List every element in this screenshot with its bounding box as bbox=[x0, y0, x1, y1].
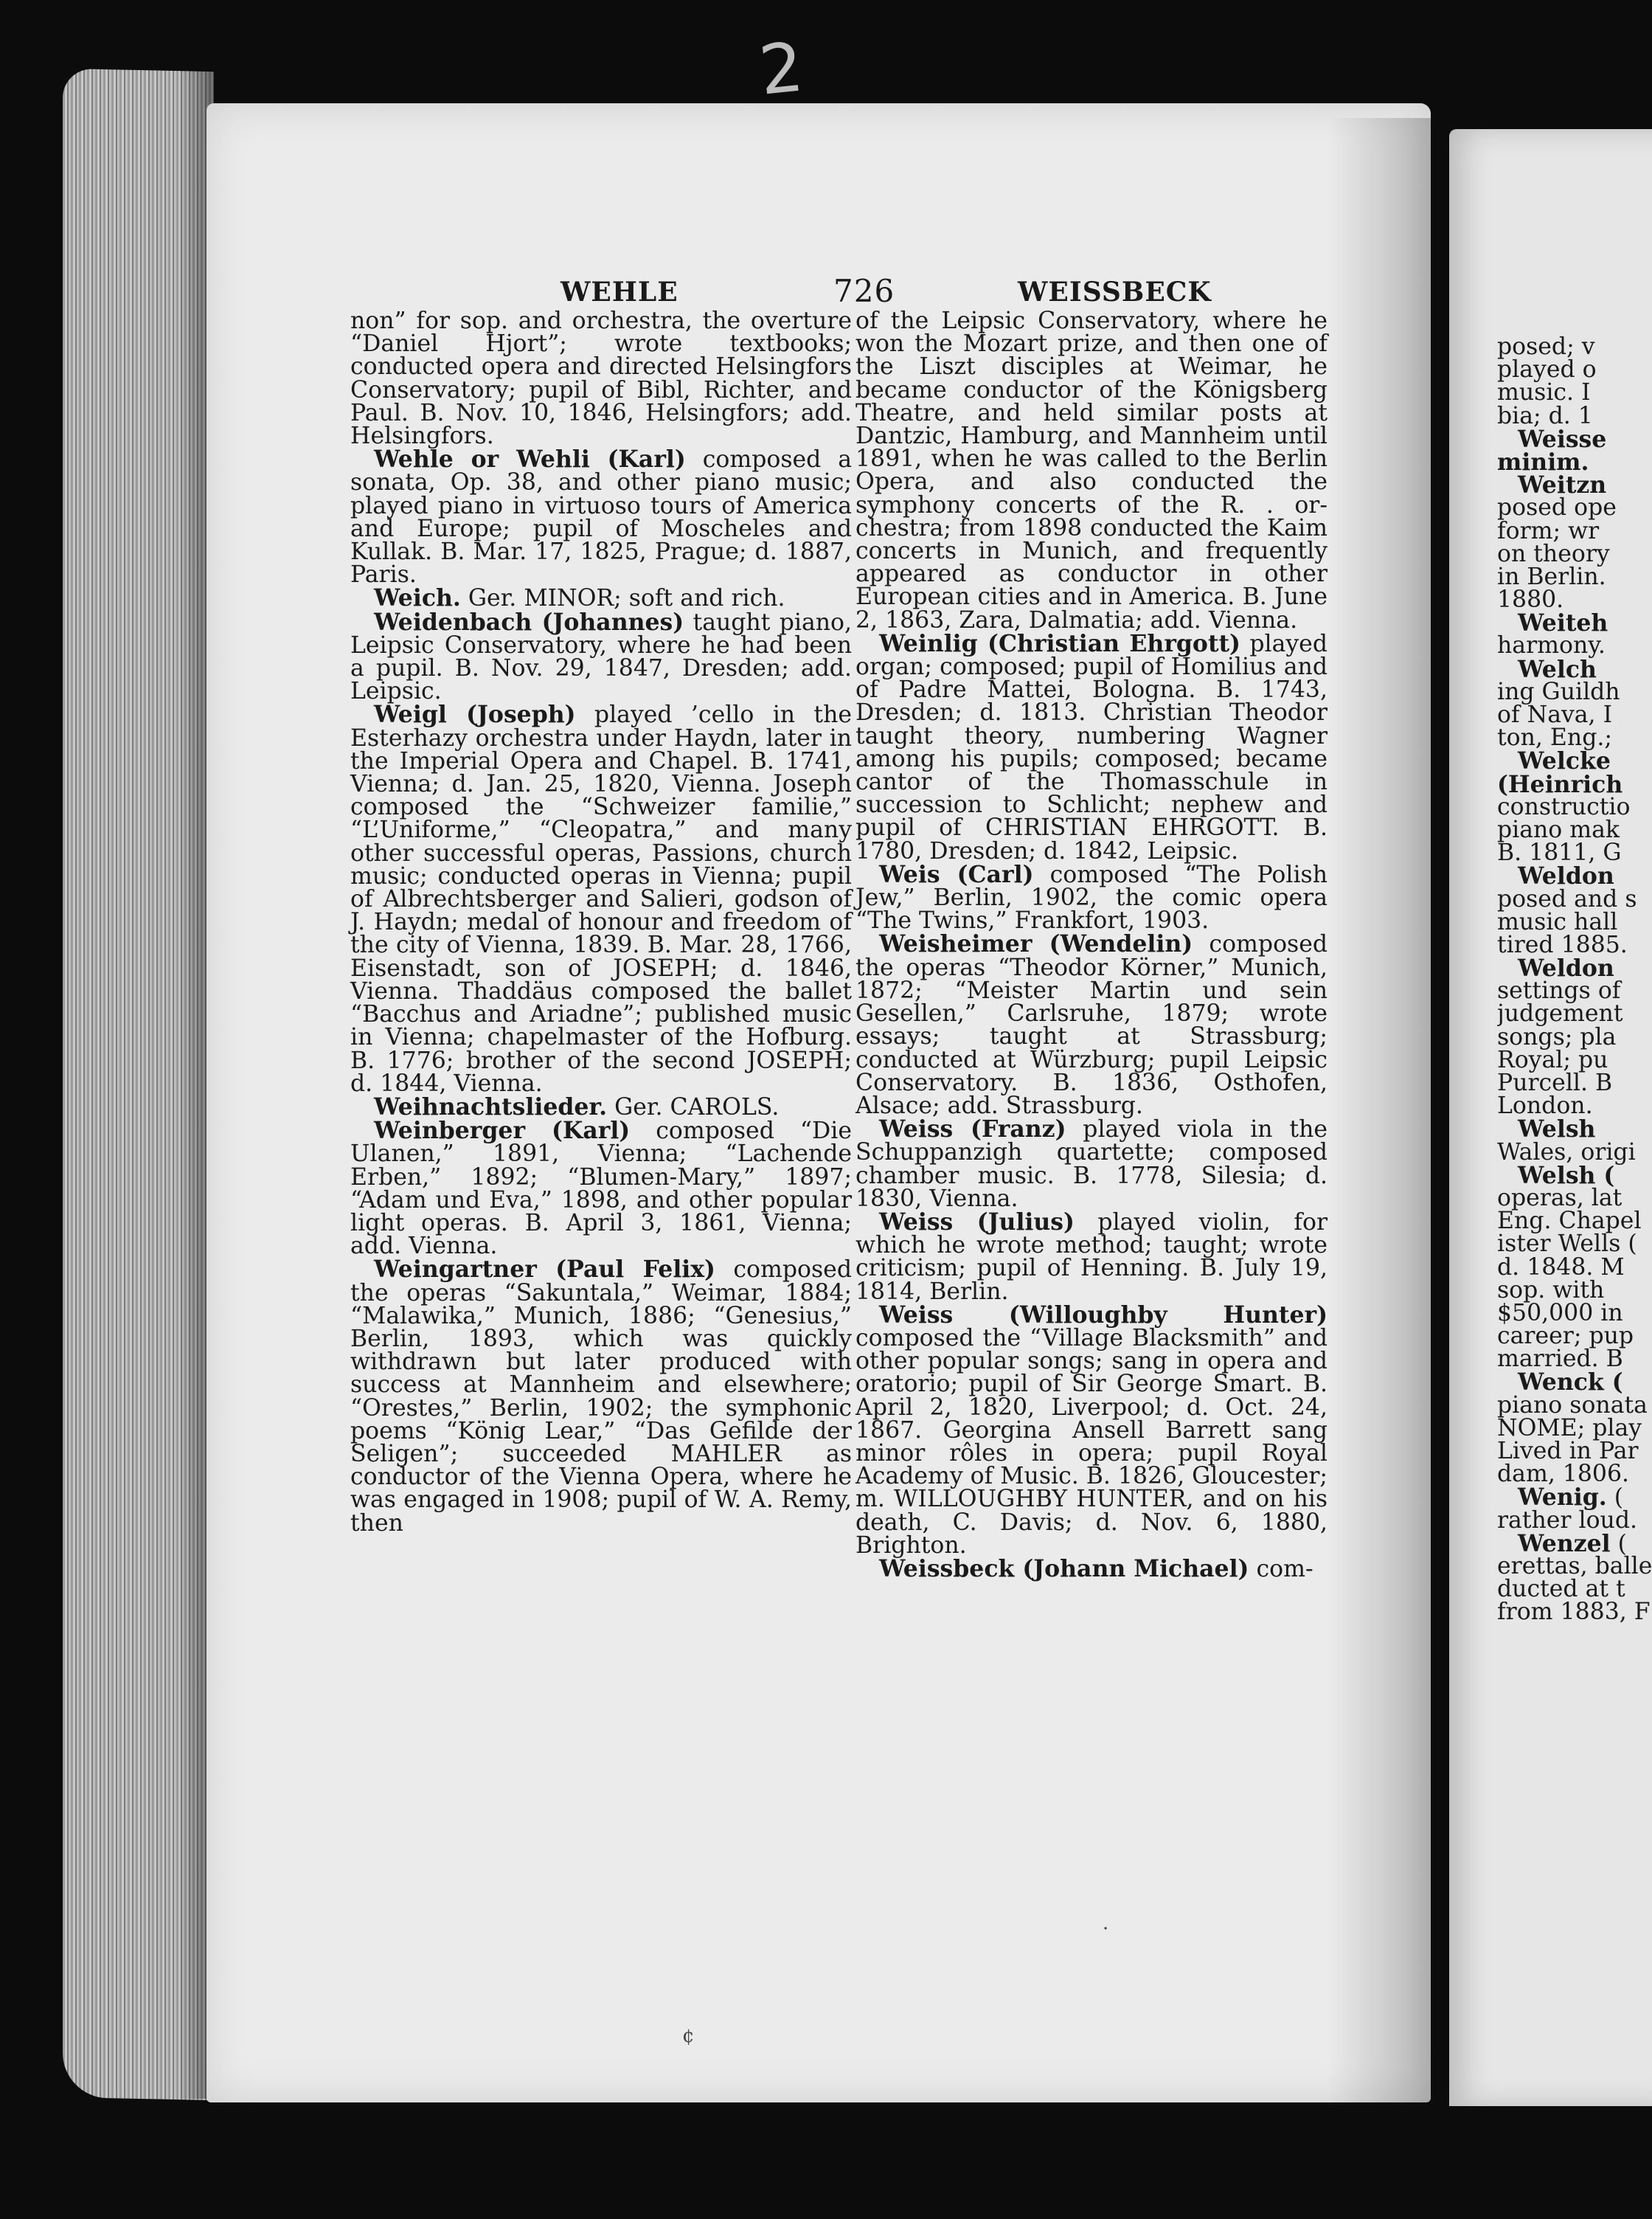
adjacent-text: posed ope bbox=[1497, 494, 1617, 522]
dictionary-entry bbox=[350, 703, 852, 1095]
adjacent-text: NOME; play bbox=[1497, 1414, 1642, 1441]
handwritten-number: 2 bbox=[755, 27, 807, 111]
adjacent-text: from 1883, F bbox=[1497, 1599, 1651, 1624]
entry-text: played organ; composed; pupil of Homilius and of Padre Mattei, Bologna. B. 1743, Dresden; d. 1813. Christian Theodor taught theory, numbering Wagner among his pupils; composed; became cantor of the Thomasschule in succession to Schlicht; nephew and pupil of CHRISTIAN EHRGOTT. B. 1780, Dresden; d. 1842, Leipsic. bbox=[856, 630, 1328, 865]
adjacent-text: 1880. bbox=[1497, 586, 1564, 614]
adjacent-headword: Welcke bbox=[1518, 747, 1611, 775]
adjacent-text: music hall bbox=[1497, 908, 1618, 935]
dictionary-entry bbox=[856, 1301, 1328, 1559]
entry-headword: Weiss (Julius) bbox=[879, 1208, 1075, 1236]
adjacent-line bbox=[1497, 1529, 1652, 1557]
adjacent-line bbox=[1497, 655, 1652, 683]
adjacent-page-column bbox=[1497, 336, 1652, 1624]
entry-text: composed the operas “Sakuntala,” Weimar, 1884; “Malawika,” Munich, 1886; “Genesius,” Berlin, 1893, which was quickly withdrawn but later produced with success at Mannheim and elsewhere; “Orestes,” Berlin, 1902; the symphonic poems “König Lear,” “Das Gefilde der Seligen”; succeeded MAHLER as conductor of the Vienna Opera, where he was engaged in 1908; pupil of W. A. Remy, then bbox=[350, 1256, 852, 1537]
entry-headword: Weiss (Willoughby Hunter) bbox=[879, 1301, 1328, 1329]
dictionary-entry bbox=[856, 860, 1328, 935]
adjacent-headword: Weldon bbox=[1518, 862, 1614, 890]
adjacent-line bbox=[1497, 336, 1652, 359]
adjacent-text: played o bbox=[1497, 356, 1597, 384]
adjacent-text: ister Wells ( bbox=[1497, 1230, 1637, 1258]
entry-headword: Weich. bbox=[374, 584, 461, 612]
adjacent-text: of Nava, I bbox=[1497, 702, 1613, 728]
adjacent-text: erettas, balle bbox=[1497, 1552, 1652, 1579]
adjacent-line bbox=[1497, 816, 1652, 843]
adjacent-line bbox=[1497, 1414, 1652, 1441]
dictionary-entry bbox=[350, 1119, 852, 1258]
adjacent-line bbox=[1497, 1138, 1652, 1166]
adjacent-line bbox=[1497, 1161, 1652, 1189]
adjacent-text: B. 1811, G bbox=[1497, 840, 1622, 867]
running-head-right: WEISSBECK bbox=[1018, 277, 1212, 308]
adjacent-text: career; pup bbox=[1497, 1323, 1634, 1350]
adjacent-text: married. B bbox=[1497, 1346, 1623, 1373]
dictionary-entry bbox=[350, 608, 852, 705]
adjacent-headword: Wenig. bbox=[1518, 1484, 1607, 1512]
adjacent-text: harmony. bbox=[1497, 632, 1606, 660]
adjacent-text: posed and s bbox=[1497, 885, 1637, 913]
adjacent-line bbox=[1497, 1000, 1652, 1028]
dictionary-entry bbox=[350, 446, 852, 589]
adjacent-line bbox=[1497, 885, 1652, 913]
adjacent-text: operas, lat bbox=[1497, 1184, 1622, 1211]
entry-text: played violin, for which he wrote method; taught; wrote criticism; pupil of Henning. B. July 19, 1814, Berlin. bbox=[856, 1208, 1328, 1305]
adjacent-text: constructio bbox=[1497, 793, 1631, 820]
adjacent-line bbox=[1497, 1440, 1652, 1463]
entry-text: played viola in the Schuppanzigh quartette; composed chamber music. B. 1778, Silesia; d. 1830, Vienna. bbox=[856, 1116, 1328, 1212]
adjacent-text: judgement bbox=[1497, 1000, 1623, 1028]
adjacent-text: bia; d. 1 bbox=[1497, 402, 1593, 429]
adjacent-text: ( bbox=[1606, 1484, 1624, 1512]
adjacent-headword: Weitzn bbox=[1518, 471, 1607, 499]
adjacent-line bbox=[1497, 1484, 1652, 1512]
adjacent-text: Royal; pu bbox=[1497, 1046, 1608, 1073]
adjacent-line bbox=[1497, 1578, 1652, 1601]
adjacent-line bbox=[1497, 540, 1652, 567]
adjacent-headword: Wenzel bbox=[1518, 1529, 1611, 1557]
adjacent-line bbox=[1497, 1023, 1652, 1050]
adjacent-text: ton, Eng.; bbox=[1497, 724, 1613, 752]
adjacent-text: $50,000 in bbox=[1497, 1299, 1623, 1326]
entry-headword: Weinlig (Christian Ehrgott) bbox=[879, 629, 1240, 657]
adjacent-text: posed; v bbox=[1497, 336, 1595, 360]
dictionary-entry bbox=[856, 932, 1328, 1118]
adjacent-text: in Berlin. bbox=[1497, 563, 1606, 590]
dictionary-entry bbox=[350, 586, 852, 610]
adjacent-line bbox=[1497, 1601, 1652, 1624]
adjacent-line bbox=[1497, 448, 1652, 476]
adjacent-line bbox=[1497, 747, 1652, 775]
adjacent-line bbox=[1497, 1299, 1652, 1326]
entry-headword: Weinberger (Karl) bbox=[374, 1117, 631, 1145]
adjacent-line bbox=[1497, 1253, 1652, 1281]
adjacent-headword: Wenck ( bbox=[1518, 1368, 1623, 1396]
adjacent-line bbox=[1497, 609, 1652, 637]
page-number: 726 bbox=[833, 273, 895, 309]
adjacent-line bbox=[1497, 425, 1652, 453]
adjacent-line bbox=[1497, 586, 1652, 614]
dictionary-entry bbox=[856, 1208, 1328, 1305]
adjacent-line bbox=[1497, 402, 1652, 429]
adjacent-line bbox=[1497, 862, 1652, 890]
adjacent-text: Purcell. B bbox=[1497, 1070, 1613, 1096]
ink-speck: · bbox=[1103, 1918, 1109, 1940]
adjacent-line bbox=[1497, 1325, 1652, 1348]
adjacent-line bbox=[1497, 955, 1652, 983]
adjacent-line bbox=[1497, 724, 1652, 752]
entry-headword: Weingartner (Paul Felix) bbox=[374, 1256, 715, 1284]
adjacent-line bbox=[1497, 517, 1652, 544]
adjacent-line bbox=[1497, 704, 1652, 727]
adjacent-text: music. I bbox=[1497, 379, 1591, 406]
adjacent-line bbox=[1497, 1506, 1652, 1534]
adjacent-text: ing Guildh bbox=[1497, 678, 1620, 705]
entry-headword: Weigl (Joseph) bbox=[374, 701, 576, 729]
entry-text: non” for sop. and orchestra, the overture “Daniel Hjort”; wrote textbooks; conducted opera and directed Helsingfors Conservatory; pupil of Bibl, Richter, and Paul. B. Nov. 10, 1846, Helsingfors; add. Helsingfors. bbox=[350, 308, 852, 450]
adjacent-line bbox=[1497, 1348, 1652, 1371]
entry-headword: Weiss (Franz) bbox=[879, 1115, 1066, 1143]
entry-text: Ger. CAROLS. bbox=[607, 1093, 780, 1121]
adjacent-line bbox=[1497, 931, 1652, 958]
adjacent-line bbox=[1497, 1210, 1652, 1233]
adjacent-line bbox=[1497, 908, 1652, 935]
adjacent-headword: Weiteh bbox=[1518, 609, 1608, 637]
adjacent-line bbox=[1497, 381, 1652, 404]
adjacent-headword: (Heinrich bbox=[1497, 770, 1623, 798]
right-text-column bbox=[856, 310, 1328, 1581]
adjacent-line bbox=[1497, 770, 1652, 798]
adjacent-text: dam, 1806. bbox=[1497, 1461, 1630, 1488]
adjacent-text: ( bbox=[1610, 1530, 1627, 1557]
adjacent-line bbox=[1497, 793, 1652, 820]
entry-text: taught piano, Leipsic Conservatory, where he had been a pupil. B. Nov. 29, 1847, Dresden; add. Leipsic. bbox=[350, 609, 852, 705]
adjacent-line bbox=[1497, 1552, 1652, 1579]
adjacent-text: Lived in Par bbox=[1497, 1438, 1639, 1464]
entry-headword: Weihnachtslieder. bbox=[374, 1093, 608, 1121]
adjacent-line bbox=[1497, 1391, 1652, 1419]
entry-headword: Weis (Carl) bbox=[879, 860, 1034, 888]
dictionary-entry bbox=[856, 629, 1328, 865]
entry-headword: Wehle or Wehli (Karl) bbox=[374, 446, 686, 474]
adjacent-text: settings of bbox=[1497, 977, 1621, 1005]
entry-text: played ’cello in the Esterhazy orchestra under Haydn, later in the Imperial Opera and Chapel. B. 1741, Vienna; d. Jan. 25, 1820, Vienna. Joseph composed the “Schweizer familie,” “L’Uniforme,” “Cleopatra,” and many other successful operas, Passions, church music; conducted operas in Vienna; pupil of Albrechtsberger and Salieri, godson of J. Haydn; medal of honour and freedom of the city of Vienna, 1839. B. Mar. 28, 1766, Eisenstadt, son of JOSEPH; d. 1846, Vienna. Thaddäus composed the ballet “Bacchus and Ariadne”; published music in Vienna; chapelmaster of the Hofburg. B. 1776; brother of the second JOSEPH; d. 1844, Vienna. bbox=[350, 702, 853, 1097]
adjacent-line bbox=[1497, 471, 1652, 499]
adjacent-line bbox=[1497, 1184, 1652, 1211]
dictionary-entry bbox=[856, 1115, 1328, 1212]
dictionary-entry bbox=[350, 1095, 852, 1119]
adjacent-text: sop. with bbox=[1497, 1276, 1605, 1304]
entry-text: of the Leipsic Conservatory, where he won the Mozart prize, and then one of the Liszt disciples at Weimar, he became conductor of the Königsberg Theatre, and held similar posts at Dantzic, Hamburg, and Mannheim until 1891, when he was called to the Berlin Opera, and also conducted the symphony concerts of the R. . or-chestra; from 1898 conducted the Kaim concerts in Munich, and frequently appeared as conductor in other European cities and in America. B. June 2, 1863, Zara, Dalmatia; add. Vienna. bbox=[856, 308, 1328, 634]
adjacent-text: d. 1848. M bbox=[1497, 1253, 1625, 1281]
left-text-column bbox=[350, 310, 852, 1535]
adjacent-line bbox=[1497, 563, 1652, 590]
adjacent-text: piano sonata bbox=[1497, 1391, 1648, 1419]
entry-text: composed “Die Ulanen,” 1891, Vienna; “Lachende Erben,” 1892; “Blumen-Mary,” 1897; “Adam und Eva,” 1898, and other popular light operas. B. April 3, 1861, Vienna; add. Vienna. bbox=[350, 1118, 852, 1260]
entry-text: composed “The Polish Jew,” Berlin, 1902, the comic opera “The Twins,” Frankfort, 1903. bbox=[856, 861, 1328, 935]
adjacent-text: form; wr bbox=[1497, 517, 1600, 544]
entry-text: com- bbox=[1249, 1555, 1313, 1582]
entry-headword: Weisheimer (Wendelin) bbox=[879, 930, 1193, 958]
gutter-shadow bbox=[1328, 118, 1431, 2102]
entry-text: composed a sonata, Op. 38, and other piano music; played piano in virtuoso tours of America and Europe; pupil of Moscheles and Kullak. B. Mar. 17, 1825, Prague; d. 1887, Paris. bbox=[350, 446, 852, 589]
entry-headword: Weidenbach (Johannes) bbox=[374, 608, 684, 636]
adjacent-line bbox=[1497, 678, 1652, 705]
adjacent-headword: Welch bbox=[1518, 655, 1597, 683]
adjacent-line bbox=[1497, 1463, 1652, 1486]
adjacent-text: piano mak bbox=[1497, 816, 1620, 843]
adjacent-line bbox=[1497, 1095, 1652, 1118]
entry-text: composed the operas “Theodor Körner,” Munich, 1872; “Meister Martin und sein Gesellen,” Carlsruhe, 1879; wrote essays; taught at Strassburg; conducted at Würzburg; pupil Leipsic Conservatory. B. 1836, Osthofen, Alsace; add. Strassburg. bbox=[856, 931, 1328, 1119]
adjacent-line bbox=[1497, 1230, 1652, 1258]
entry-text: composed the “Village Blacksmith” and other popular songs; sang in opera and oratorio; pupil of Sir George Smart. B. April 2, 1820, Liverpool; d. Oct. 24, 1867. Georgina Ansell Barrett sang minor rôles in opera; pupil Royal Academy of Music. B. 1826, Gloucester; m. WILLOUGHBY HUNTER, and on his death, C. Davis; d. Nov. 6, 1880, Brighton. bbox=[856, 1324, 1328, 1559]
adjacent-headword: Weisse bbox=[1518, 425, 1607, 453]
adjacent-text: Eng. Chapel bbox=[1497, 1208, 1642, 1235]
adjacent-text: on theory bbox=[1497, 540, 1610, 567]
entry-headword: Weissbeck (Johann Michael) bbox=[879, 1554, 1249, 1582]
adjacent-headword: Welsh ( bbox=[1518, 1161, 1615, 1189]
adjacent-headword: Welsh bbox=[1518, 1115, 1596, 1143]
adjacent-text: rather loud. bbox=[1497, 1506, 1637, 1534]
adjacent-text: ducted at t bbox=[1497, 1576, 1625, 1603]
adjacent-line bbox=[1497, 842, 1652, 865]
entry-text: Ger. MINOR; soft and rich. bbox=[460, 585, 785, 612]
dictionary-entry bbox=[350, 1256, 852, 1537]
adjacent-text: songs; pla bbox=[1497, 1023, 1617, 1050]
adjacent-line bbox=[1497, 1276, 1652, 1304]
adjacent-text: London. bbox=[1497, 1093, 1593, 1120]
adjacent-line bbox=[1497, 1115, 1652, 1143]
adjacent-text: Wales, origi bbox=[1497, 1138, 1636, 1166]
dictionary-entry bbox=[856, 1554, 1328, 1582]
adjacent-line bbox=[1497, 632, 1652, 660]
running-head-left: WEHLE bbox=[560, 277, 678, 308]
adjacent-headword: minim. bbox=[1497, 448, 1589, 476]
dictionary-entry bbox=[350, 310, 852, 448]
adjacent-line bbox=[1497, 356, 1652, 384]
adjacent-text: tired 1885. bbox=[1497, 931, 1628, 958]
adjacent-line bbox=[1497, 1072, 1652, 1095]
adjacent-headword: Weldon bbox=[1518, 955, 1614, 983]
adjacent-line bbox=[1497, 1046, 1652, 1073]
adjacent-line bbox=[1497, 977, 1652, 1005]
adjacent-line bbox=[1497, 494, 1652, 522]
adjacent-line bbox=[1497, 1368, 1652, 1396]
dictionary-entry bbox=[856, 310, 1328, 632]
ink-speck: ¢ bbox=[682, 2025, 695, 2047]
